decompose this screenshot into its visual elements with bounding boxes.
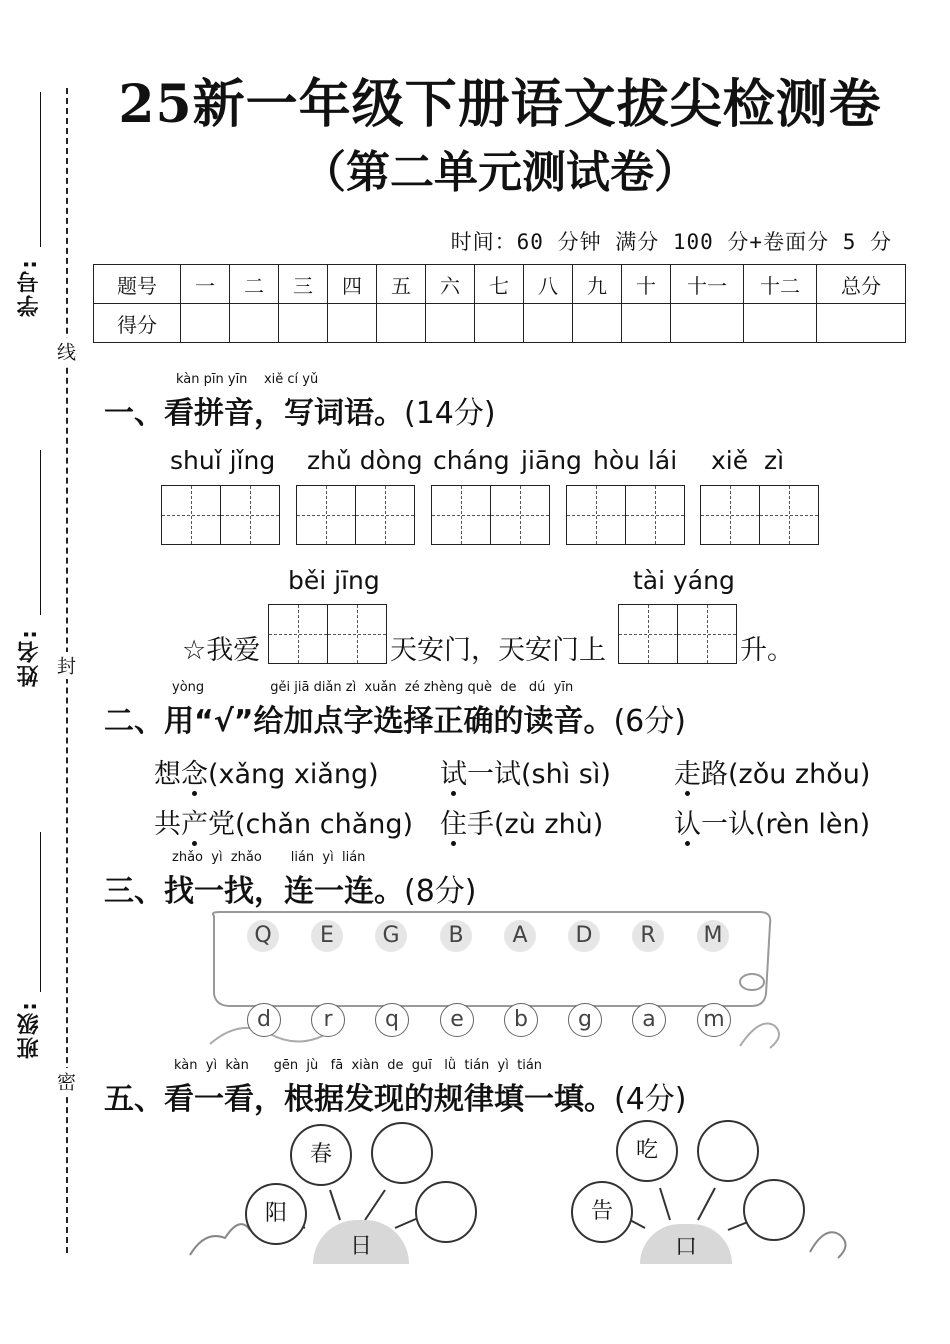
score-input-cell[interactable]: [817, 304, 906, 343]
uppercase-letter[interactable]: R: [632, 920, 664, 952]
word-pinyin: cháng: [433, 446, 510, 475]
page-title: 25新一年级下册语文拔尖检测卷: [118, 74, 882, 135]
table-cell: 三: [279, 265, 328, 304]
word-pinyin: zhǔ dòng: [307, 446, 423, 475]
sun-character: 口: [674, 1235, 697, 1260]
uppercase-letter[interactable]: B: [440, 920, 472, 952]
lowercase-letter[interactable]: q: [375, 1003, 409, 1037]
word-pinyin: shuǐ jǐng: [170, 446, 276, 475]
table-cell: 总分: [817, 265, 906, 304]
score-input-cell[interactable]: [671, 304, 744, 343]
sentence-part: ☆我爱: [182, 635, 261, 666]
table-cell: 六: [426, 265, 475, 304]
student-no-line: [40, 92, 41, 247]
uppercase-letter[interactable]: A: [504, 920, 536, 952]
writing-grid[interactable]: [296, 485, 415, 545]
reading-choice-item[interactable]: [154, 752, 379, 791]
score-input-cell[interactable]: [328, 304, 377, 343]
section2-heading: [104, 696, 686, 740]
sentence-part: 天安门，天安门上: [390, 635, 606, 666]
word-circle[interactable]: [697, 1120, 759, 1182]
word-circle[interactable]: [743, 1179, 805, 1241]
seal-word-seal: 封: [52, 652, 79, 679]
section5-heading-main: 看一看，根据发现的规律填一填。: [164, 1082, 614, 1117]
table-cell: 八: [524, 265, 573, 304]
word-circle[interactable]: [415, 1181, 477, 1243]
seal-word-line: 线: [52, 338, 79, 365]
section5-heading: [104, 1074, 687, 1118]
writing-grid[interactable]: [161, 485, 280, 545]
item-pinyin-options: (shì sì): [521, 759, 611, 790]
time-info: 时间：60 分钟 满分 100 分+卷面分 5 分: [450, 230, 892, 254]
table-cell: 一: [181, 265, 230, 304]
item-text: 党: [208, 809, 235, 840]
lowercase-letter[interactable]: b: [504, 1003, 538, 1037]
item-dotted-char: 走: [674, 759, 701, 790]
section3-points: (8分): [404, 874, 477, 909]
table-cell: 四: [328, 265, 377, 304]
table-cell: 十一: [671, 265, 744, 304]
table-cell: 十: [622, 265, 671, 304]
reading-choice-item[interactable]: [674, 752, 870, 791]
score-input-cell[interactable]: [181, 304, 230, 343]
table-cell: 题号: [94, 265, 181, 304]
lowercase-letter[interactable]: d: [247, 1003, 281, 1037]
section1-heading: [104, 388, 496, 432]
sentence-part: 升。: [740, 635, 794, 666]
class-line: [40, 832, 41, 992]
writing-grid[interactable]: [268, 604, 387, 664]
uppercase-letter[interactable]: M: [697, 920, 729, 952]
section1-points: (14分): [404, 396, 496, 431]
item-pinyin-options: (zù zhù): [494, 809, 604, 840]
word-circle[interactable]: [371, 1122, 433, 1184]
sun-character: 日: [349, 1234, 372, 1259]
score-input-cell[interactable]: [377, 304, 426, 343]
item-text: 共: [154, 809, 181, 840]
section3-heading: [104, 866, 477, 910]
word-pinyin: jiāng: [521, 446, 582, 475]
item-dotted-char: 念: [181, 759, 208, 790]
table-cell: 九: [573, 265, 622, 304]
score-table-score-row: [94, 304, 906, 343]
word-pinyin: hòu lái: [593, 446, 678, 475]
writing-grid[interactable]: [566, 485, 685, 545]
section3-heading-main: 找一找，连一连。: [164, 874, 404, 909]
reading-choice-item[interactable]: [674, 802, 870, 841]
reading-choice-item[interactable]: [440, 802, 603, 841]
writing-grid[interactable]: [618, 604, 737, 664]
table-cell: 十二: [744, 265, 817, 304]
item-text: 路: [701, 759, 728, 790]
score-input-cell[interactable]: [426, 304, 475, 343]
writing-grid[interactable]: [700, 485, 819, 545]
uppercase-letter[interactable]: D: [568, 920, 600, 952]
section2-heading-prefix: 二、: [104, 704, 164, 739]
word-circle[interactable]: 告: [571, 1181, 633, 1243]
seal-word-secret: 密: [52, 1068, 79, 1095]
word-circle[interactable]: 春: [290, 1124, 352, 1186]
score-input-cell[interactable]: [230, 304, 279, 343]
section5-heading-prefix: 五、: [104, 1082, 164, 1117]
item-pinyin-options: (rèn lèn): [755, 809, 871, 840]
item-pinyin-options: (zǒu zhǒu): [728, 759, 871, 790]
word-circle[interactable]: 阳: [245, 1183, 307, 1245]
table-cell: 七: [475, 265, 524, 304]
score-input-cell[interactable]: [622, 304, 671, 343]
score-input-cell[interactable]: [524, 304, 573, 343]
lowercase-letter[interactable]: g: [568, 1003, 602, 1037]
item-text: 手: [467, 809, 494, 840]
item-text: 一试: [467, 759, 521, 790]
page-subtitle: （第二单元测试卷）: [302, 147, 698, 198]
score-table-header-row: [94, 265, 906, 304]
section1-pinyin-hint: kàn pīn yīn xiě cí yǔ: [176, 372, 319, 387]
item-dotted-char: 试: [440, 759, 467, 790]
section2-points: (6分): [613, 704, 686, 739]
score-table: [93, 264, 906, 343]
item-dotted-char: 住: [440, 809, 467, 840]
item-pinyin-options: (xǎng xiǎng): [208, 759, 379, 790]
lowercase-letter[interactable]: e: [440, 1003, 474, 1037]
score-input-cell[interactable]: [744, 304, 817, 343]
lowercase-letter[interactable]: m: [697, 1003, 731, 1037]
student-no-label: 学号:: [17, 258, 42, 317]
uppercase-letter[interactable]: G: [375, 920, 407, 952]
writing-grid[interactable]: [431, 485, 550, 545]
section5-points: (4分): [614, 1082, 687, 1117]
section3-pinyin-hint: zhǎo yì zhǎo lián yì lián: [172, 850, 366, 865]
table-cell: 二: [230, 265, 279, 304]
score-input-cell[interactable]: [573, 304, 622, 343]
item-text: 一认: [701, 809, 755, 840]
lowercase-letter[interactable]: r: [311, 1003, 345, 1037]
item-dotted-char: 产: [181, 809, 208, 840]
item-text: 想: [154, 759, 181, 790]
word-pinyin: xiě zì: [711, 446, 785, 475]
table-cell: 五: [377, 265, 426, 304]
uppercase-letter[interactable]: E: [311, 920, 343, 952]
section1-heading-main: 看拼音，写词语。: [164, 396, 404, 431]
table-cell: 得分: [94, 304, 181, 343]
item-dotted-char: 认: [674, 809, 701, 840]
section2-pinyin-hint: yòng gěi jiā diǎn zì xuǎn zé zhèng què de dú yīn: [172, 680, 574, 695]
score-input-cell[interactable]: [279, 304, 328, 343]
word-pinyin: běi jīng: [288, 566, 380, 595]
word-pinyin: tài yáng: [633, 566, 735, 595]
section1-heading-prefix: 一、: [104, 396, 164, 431]
class-label: 班级:: [17, 1000, 42, 1059]
section3-heading-prefix: 三、: [104, 874, 164, 909]
item-pinyin-options: (chǎn chǎng): [235, 809, 414, 840]
name-label: 姓名:: [17, 628, 42, 687]
uppercase-letter[interactable]: Q: [247, 920, 279, 952]
word-circle[interactable]: 吃: [616, 1120, 678, 1182]
lowercase-letter[interactable]: a: [632, 1003, 666, 1037]
name-line: [40, 450, 41, 615]
reading-choice-item[interactable]: [440, 752, 611, 791]
score-input-cell[interactable]: [475, 304, 524, 343]
reading-choice-item[interactable]: [154, 802, 413, 841]
section2-heading-main: 用“√”给加点字选择正确的读音。: [164, 704, 614, 739]
section5-pinyin-hint: kàn yì kàn gēn jù fā xiàn de guī lǜ tián yì tián: [174, 1058, 543, 1073]
